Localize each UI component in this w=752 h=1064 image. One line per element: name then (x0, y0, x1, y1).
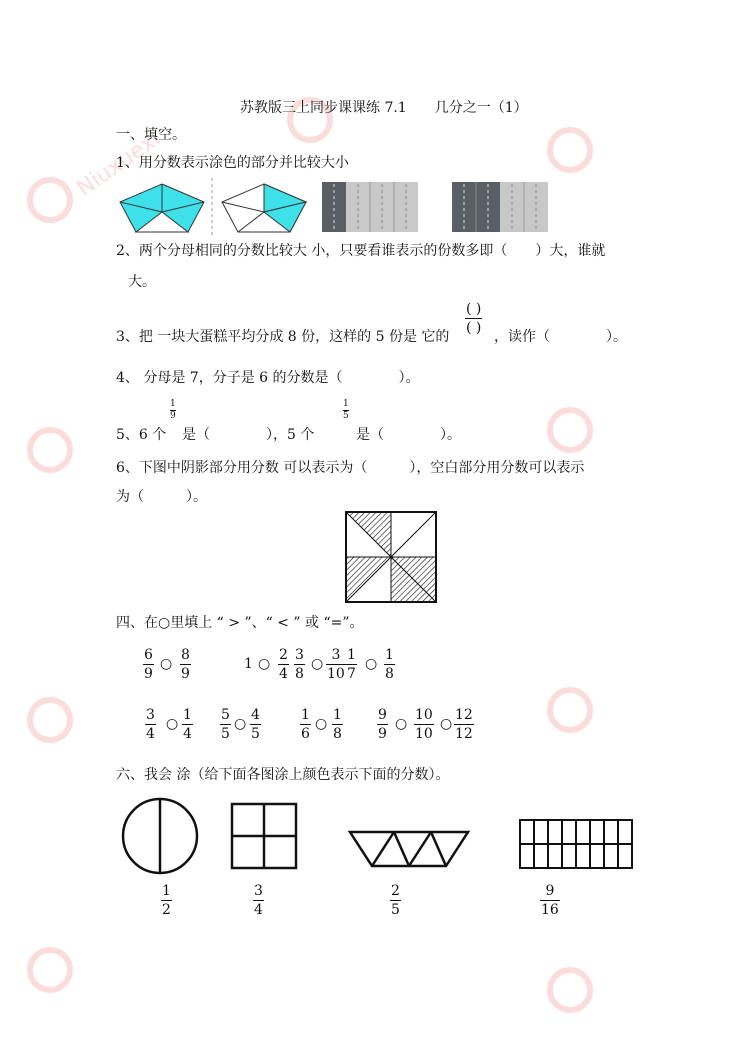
fraction: 1 8 (333, 707, 342, 742)
fraction: 9 9 (378, 707, 387, 742)
fraction: 6 9 (144, 647, 153, 682)
watermark-logo (20, 630, 160, 774)
compare-circle[interactable]: ○ (258, 656, 271, 672)
compare-circle[interactable]: ○ (395, 716, 408, 732)
pentagon-figure-2 (218, 180, 310, 236)
fraction: 4 5 (251, 707, 260, 742)
question-6-cont: 为（ ）。 (116, 489, 207, 505)
fraction: 3 8 (295, 647, 304, 682)
compare-circle[interactable]: ○ (160, 656, 173, 672)
question-6: 6、下图中阴影部分用分数 可以表示为（ ），空白部分用分数可以表示 (116, 460, 585, 476)
fraction: 3 10 (327, 647, 345, 682)
question-1: 1、用分数表示涂色的部分并比较大小 (116, 155, 349, 171)
number-one: 1 (244, 656, 253, 672)
target-fraction-2-5: 2 5 (391, 883, 400, 918)
watermark-logo (20, 880, 160, 1024)
fraction-1-5: 1 5 (343, 399, 349, 421)
target-fraction-3-4: 3 4 (254, 883, 263, 918)
section-heading-1: 一、填空。 (116, 127, 186, 143)
fraction: 1 6 (301, 707, 310, 742)
fraction: 12 12 (455, 707, 473, 742)
circle-halves-figure[interactable] (120, 796, 200, 876)
fraction: 2 4 (279, 647, 288, 682)
question-5-part-c: 是（ ）。 (356, 427, 461, 443)
section-heading-6: 六、我会 涂（给下面各图涂上颜色表示下面的分数）。 (116, 767, 450, 783)
fraction: 10 10 (415, 707, 433, 742)
target-fraction-9-16: 9 16 (541, 883, 559, 918)
fraction: 5 5 (221, 707, 230, 742)
grid-sixteenths-figure[interactable] (518, 818, 636, 870)
question-2-cont: 大。 (128, 274, 156, 290)
trapezoid-fifths-figure[interactable] (348, 828, 472, 870)
svg-text:Niuxuexi.com: Niuxuexi.com (72, 110, 160, 202)
question-3: 3、把 一块大蛋糕平均分成 8 份，这样的 5 份是 它的 (116, 329, 450, 345)
page-title: 苏教版三上同步课课练 7.1 几分之一（1） (240, 100, 528, 116)
compare-circle[interactable]: ○ (311, 656, 324, 672)
fraction: 8 9 (181, 647, 190, 682)
watermark-logo (540, 900, 680, 1044)
fraction-1-9: 1 9 (170, 399, 176, 421)
compare-circle[interactable]: ○ (365, 656, 378, 672)
fraction: 3 4 (146, 707, 155, 742)
question-5-part-a: 5、6 个 (116, 427, 167, 443)
section-heading-4: 四、在○里填上 “ > ”、“ < ” 或 “=”。 (116, 615, 364, 631)
compare-circle[interactable]: ○ (166, 716, 179, 732)
question-5-part-b: 是（ ），5 个 (182, 427, 315, 443)
divider-line (210, 178, 214, 238)
pentagon-figure-1 (116, 180, 208, 236)
fraction: 1 8 (385, 647, 394, 682)
bar-figure-1 (322, 182, 418, 234)
fraction: 1 7 (347, 647, 356, 682)
fraction: 1 4 (183, 707, 192, 742)
compare-circle[interactable]: ○ (234, 716, 247, 732)
square-quarters-figure[interactable] (230, 802, 300, 872)
bar-figure-2 (452, 182, 548, 234)
watermark-logo (540, 60, 680, 204)
compare-circle[interactable]: ○ (315, 716, 328, 732)
question-4: 4、 分母是 7，分子是 6 的分数是（ ）。 (116, 370, 420, 386)
question-2: 2、两个分母相同的分数比较大 小，只要看谁表示的份数多即（ ）大，谁就 (116, 243, 606, 259)
compare-circle[interactable]: ○ (440, 716, 453, 732)
question-3-cont: ，读作（ ）。 (494, 329, 627, 345)
watermark-logo (540, 620, 680, 764)
shaded-square-figure (344, 510, 438, 604)
target-fraction-1-2: 1 2 (162, 883, 171, 918)
blank-fraction: ( ) ( ) (466, 301, 482, 336)
